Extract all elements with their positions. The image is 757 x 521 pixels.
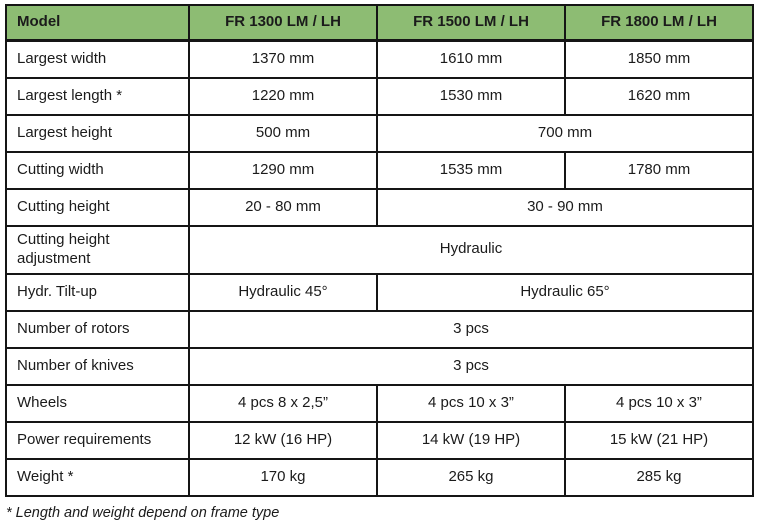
cell-value: 12 kW (16 HP) <box>189 422 377 459</box>
cell-value: 265 kg <box>377 459 565 496</box>
row-label: Cutting width <box>6 152 189 189</box>
row-largest-length <box>6 78 753 115</box>
row-cutting-height-adjustment <box>6 226 753 274</box>
cell-value: 4 pcs 10 x 3” <box>565 385 753 422</box>
row-cutting-height <box>6 189 753 226</box>
cell-value: 170 kg <box>189 459 377 496</box>
row-cutting-width <box>6 152 753 189</box>
spec-table <box>5 4 754 497</box>
cell-value: 4 pcs 8 x 2,5” <box>189 385 377 422</box>
row-weight <box>6 459 753 496</box>
cell-value-merged: 30 - 90 mm <box>377 189 753 226</box>
cell-value: 500 mm <box>189 115 377 152</box>
row-label: Cutting height adjustment <box>6 226 189 274</box>
cell-value-merged: Hydraulic <box>189 226 753 274</box>
cell-value: 285 kg <box>565 459 753 496</box>
table-header-row <box>6 5 753 41</box>
cell-value: 1850 mm <box>565 41 753 79</box>
header-model-fr-1800: FR 1800 LM / LH <box>565 5 753 41</box>
footnote: * Length and weight depend on frame type <box>6 504 280 521</box>
row-label: Largest height <box>6 115 189 152</box>
cell-value-merged: Hydraulic 65° <box>377 274 753 311</box>
row-largest-height <box>6 115 753 152</box>
row-label: Hydr. Tilt-up <box>6 274 189 311</box>
row-largest-width <box>6 41 753 79</box>
cell-value: 1220 mm <box>189 78 377 115</box>
row-label: Weight * <box>6 459 189 496</box>
row-label: Largest length * <box>6 78 189 115</box>
header-model-fr-1500: FR 1500 LM / LH <box>377 5 565 41</box>
cell-value-merged: 700 mm <box>377 115 753 152</box>
cell-value: 1610 mm <box>377 41 565 79</box>
cell-value: 1370 mm <box>189 41 377 79</box>
row-power-requirements <box>6 422 753 459</box>
row-number-of-knives <box>6 348 753 385</box>
cell-value: 1530 mm <box>377 78 565 115</box>
cell-value: Hydraulic 45° <box>189 274 377 311</box>
cell-value: 1620 mm <box>565 78 753 115</box>
cell-value: 1780 mm <box>565 152 753 189</box>
header-model-label: Model <box>6 5 189 41</box>
cell-value: 14 kW (19 HP) <box>377 422 565 459</box>
cell-value: 20 - 80 mm <box>189 189 377 226</box>
header-model-fr-1300: FR 1300 LM / LH <box>189 5 377 41</box>
cell-value: 4 pcs 10 x 3” <box>377 385 565 422</box>
cell-value: 1535 mm <box>377 152 565 189</box>
cell-value-merged: 3 pcs <box>189 348 753 385</box>
row-number-of-rotors <box>6 311 753 348</box>
row-label: Power requirements <box>6 422 189 459</box>
row-label: Largest width <box>6 41 189 79</box>
cell-value: 15 kW (21 HP) <box>565 422 753 459</box>
cell-value-merged: 3 pcs <box>189 311 753 348</box>
cell-value: 1290 mm <box>189 152 377 189</box>
row-label: Number of rotors <box>6 311 189 348</box>
row-wheels <box>6 385 753 422</box>
row-label: Cutting height <box>6 189 189 226</box>
row-hydr-tilt-up <box>6 274 753 311</box>
row-label: Wheels <box>6 385 189 422</box>
row-label: Number of knives <box>6 348 189 385</box>
